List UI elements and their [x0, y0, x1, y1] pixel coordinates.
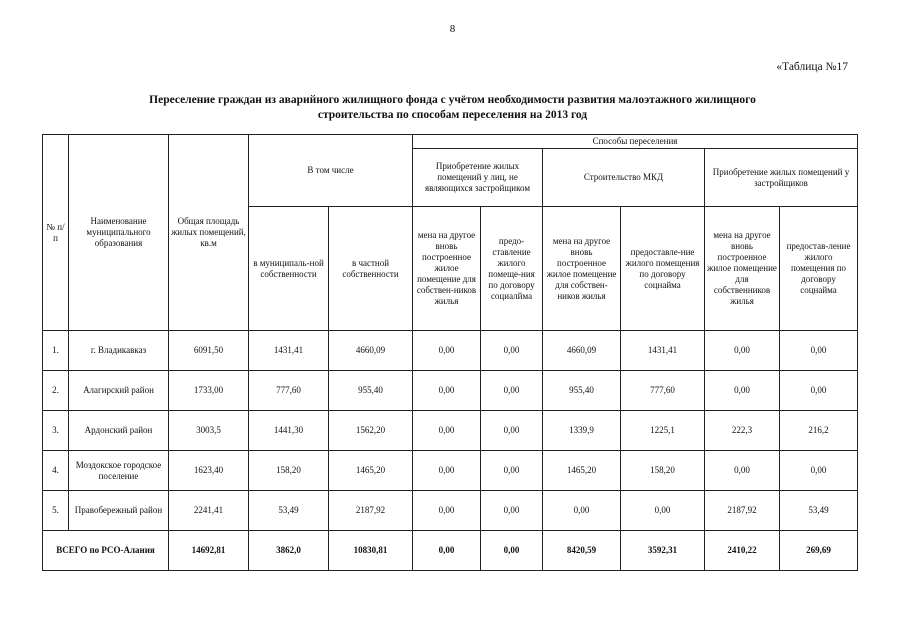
total-municipal: 3862,0 — [249, 531, 329, 571]
row-g2-exchange: 1465,20 — [543, 451, 621, 491]
total-g2-social: 3592,31 — [621, 531, 705, 571]
total-area: 14692,81 — [169, 531, 249, 571]
row-g3-exchange: 2187,92 — [705, 491, 780, 531]
row-g2-social: 1225,1 — [621, 411, 705, 451]
total-row — [43, 531, 858, 571]
total-g3-exchange: 2410,22 — [705, 531, 780, 571]
row-g2-exchange: 0,00 — [543, 491, 621, 531]
header-group-2: Строительство МКД — [543, 149, 705, 207]
row-g1-social: 0,00 — [481, 331, 543, 371]
row-g3-social: 53,49 — [780, 491, 858, 531]
row-municipal: 53,49 — [249, 491, 329, 531]
header-group-1: Приобретение жилых помещений у лиц, не являющихся застройщиком — [413, 149, 543, 207]
title-line-1: Переселение граждан из аварийного жилищного фонда с учётом необходимости развития малоэтажного жилищного — [149, 94, 756, 106]
row-g3-exchange: 0,00 — [705, 451, 780, 491]
total-g3-social: 269,69 — [780, 531, 858, 571]
row-municipal: 158,20 — [249, 451, 329, 491]
row-name: г. Владикавказ — [69, 331, 169, 371]
header-g2-social: предоставле-ние жилого помещения по договору соцнайма — [621, 207, 705, 331]
row-g1-exchange: 0,00 — [413, 491, 481, 531]
row-g3-social: 0,00 — [780, 371, 858, 411]
row-private: 2187,92 — [329, 491, 413, 531]
row-g3-social: 216,2 — [780, 411, 858, 451]
header-num: № п/п — [43, 135, 69, 331]
row-g2-social: 1431,41 — [621, 331, 705, 371]
header-g1-exchange: мена на другое вновь построенное жилое помещение для собствен-ников жилья — [413, 207, 481, 331]
header-municipal: в муниципаль-ной собственности — [249, 207, 329, 331]
row-name: Правобережный район — [69, 491, 169, 531]
total-label: ВСЕГО по РСО-Алания — [43, 531, 169, 571]
row-g2-social: 158,20 — [621, 451, 705, 491]
table-row — [43, 371, 858, 411]
row-area: 6091,50 — [169, 331, 249, 371]
row-area: 2241,41 — [169, 491, 249, 531]
row-municipal: 1431,41 — [249, 331, 329, 371]
row-g3-social: 0,00 — [780, 451, 858, 491]
header-row-1 — [43, 135, 858, 149]
table-row — [43, 451, 858, 491]
row-municipal: 777,60 — [249, 371, 329, 411]
total-g2-exchange: 8420,59 — [543, 531, 621, 571]
row-num: 5. — [43, 491, 69, 531]
row-g2-social: 0,00 — [621, 491, 705, 531]
row-g1-exchange: 0,00 — [413, 451, 481, 491]
row-g1-exchange: 0,00 — [413, 331, 481, 371]
row-area: 1733,00 — [169, 371, 249, 411]
row-g2-exchange: 4660,09 — [543, 331, 621, 371]
table-row — [43, 491, 858, 531]
row-g2-exchange: 955,40 — [543, 371, 621, 411]
header-name: Наименование муниципального образования — [69, 135, 169, 331]
row-g2-exchange: 1339,9 — [543, 411, 621, 451]
row-g3-exchange: 0,00 — [705, 331, 780, 371]
total-private: 10830,81 — [329, 531, 413, 571]
header-area: Общая площадь жилых помещений, кв.м — [169, 135, 249, 331]
row-private: 4660,09 — [329, 331, 413, 371]
row-g2-social: 777,60 — [621, 371, 705, 411]
row-private: 1465,20 — [329, 451, 413, 491]
header-g2-exchange: мена на другое вновь построенное жилое помещение для собствен-ников жилья — [543, 207, 621, 331]
row-private: 955,40 — [329, 371, 413, 411]
row-g3-social: 0,00 — [780, 331, 858, 371]
row-g1-social: 0,00 — [481, 491, 543, 531]
total-g1-social: 0,00 — [481, 531, 543, 571]
page-number: 8 — [449, 23, 456, 35]
table-row — [43, 411, 858, 451]
header-incl: В том числе — [249, 135, 413, 207]
header-g1-social: предо-ставление жилого помеще-ния по договору социалйма — [481, 207, 543, 331]
row-area: 3003,5 — [169, 411, 249, 451]
row-g1-social: 0,00 — [481, 371, 543, 411]
row-num: 3. — [43, 411, 69, 451]
row-g3-exchange: 0,00 — [705, 371, 780, 411]
row-num: 1. — [43, 331, 69, 371]
total-g1-exchange: 0,00 — [413, 531, 481, 571]
row-num: 4. — [43, 451, 69, 491]
row-private: 1562,20 — [329, 411, 413, 451]
row-name: Моздокское городское поселение — [69, 451, 169, 491]
row-num: 2. — [43, 371, 69, 411]
header-methods: Способы переселения — [413, 135, 858, 149]
row-g1-social: 0,00 — [481, 411, 543, 451]
header-private: в частной собственности — [329, 207, 413, 331]
row-name: Алагирский район — [69, 371, 169, 411]
title-line-2: строительства по способам переселения на 2013 год — [317, 109, 588, 121]
row-g3-exchange: 222,3 — [705, 411, 780, 451]
document-title — [60, 93, 845, 123]
row-area: 1623,40 — [169, 451, 249, 491]
header-g3-exchange: мена на другое вновь построенное жилое помещение для собственников жилья — [705, 207, 780, 331]
header-g3-social: предостав-ление жилого помещения по договору соцнайма — [780, 207, 858, 331]
table-row — [43, 331, 858, 371]
header-group-3: Приобретение жилых помещений у застройщиков — [705, 149, 858, 207]
row-municipal: 1441,30 — [249, 411, 329, 451]
table-label: «Таблица №17 — [776, 61, 848, 73]
row-g1-exchange: 0,00 — [413, 371, 481, 411]
row-g1-exchange: 0,00 — [413, 411, 481, 451]
row-g1-social: 0,00 — [481, 451, 543, 491]
row-name: Ардонский район — [69, 411, 169, 451]
resettlement-table — [42, 134, 858, 571]
